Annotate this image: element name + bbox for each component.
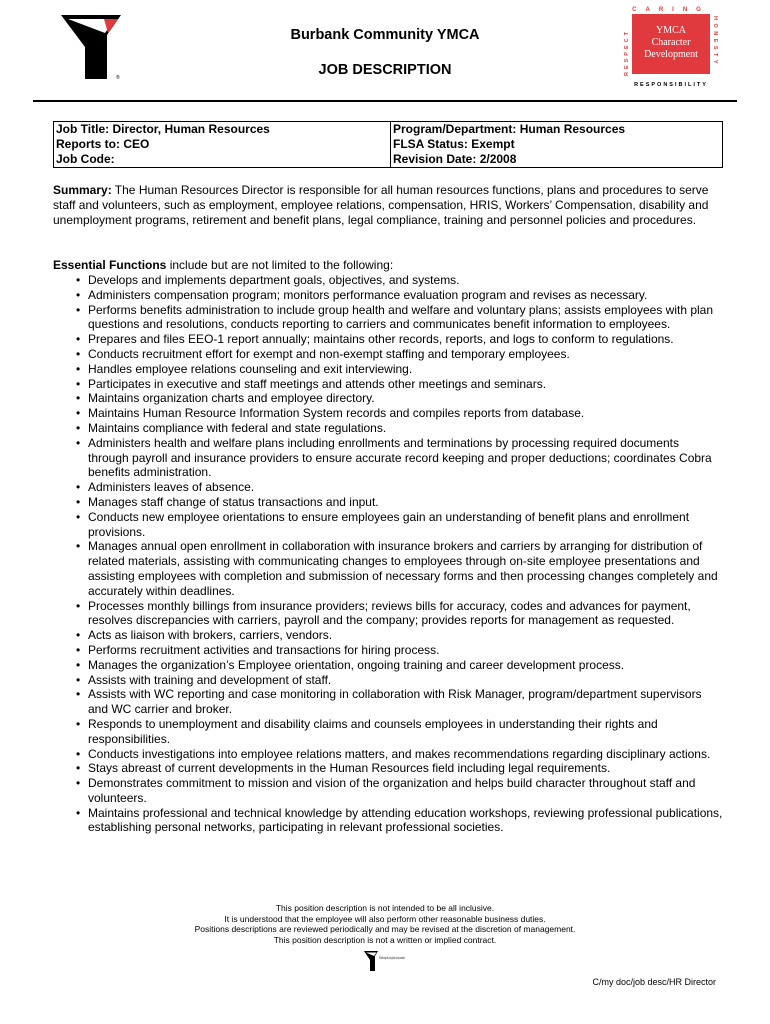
revision-date: Revision Date: 2/2008 [391, 152, 723, 168]
function-item-text: Maintains professional and technical knowledge by attending education workshops, reviewing professional publications, establishing personal networks, participating in relevant professional societies. [88, 805, 723, 835]
bullet-icon: • [76, 746, 81, 761]
character-development-logo [622, 4, 720, 90]
function-item [53, 480, 723, 495]
function-item-text: Conducts new employee orientations to ensure employees gain an understanding of benefit plans and enrollment provisions. [88, 509, 690, 539]
essential-functions-heading [53, 258, 723, 273]
bullet-icon: • [76, 657, 81, 672]
function-item-text: Demonstrates commitment to mission and vision of the organization and helps build character throughout staff and volunteers. [88, 776, 696, 805]
bullet-icon: • [76, 435, 81, 450]
function-item-text: Develops and implements department goals, objectives, and systems. [88, 273, 460, 287]
bullet-icon: • [76, 302, 81, 317]
function-item-text: Handles employee relations counseling and exit interviewing. [88, 361, 413, 376]
logo-line-1: YMCA [655, 25, 687, 36]
function-item [53, 761, 723, 776]
bullet-icon: • [76, 761, 81, 776]
function-item-text: Conducts recruitment effort for exempt and non-exempt staffing and temporary employees. [88, 346, 570, 361]
function-item-text: Manages annual open enrollment in collaboration with insurance brokers and carriers by arranging for distribution of related materials, assisting with communicating changes to employees through on-site employee presentations and assisting employees with completion and submission of necessary forms and then processing changes completely and accurately within deadlines. [88, 539, 718, 598]
function-item [53, 628, 723, 643]
summary-text: The Human Resources Director is responsible for all human resources functions, plans and procedures to serve staff and volunteers, such as employment, employee relations, compensation, HRIS, Workers’ Compensation, disability and unemployment programs, retirement and benefit plans, legal compliance, training and personnel policies and procedures. [53, 183, 709, 227]
function-item [53, 776, 723, 806]
essential-functions-label: Essential Functions [53, 258, 167, 272]
summary-paragraph [53, 183, 723, 228]
bullet-icon: • [76, 376, 81, 391]
function-item [53, 421, 723, 436]
bullet-icon: • [76, 391, 81, 406]
function-item [53, 347, 723, 362]
function-item-text: Manages the organization’s Employee orientation, ongoing training and career development process. [88, 657, 625, 672]
function-item-text: Assists with training and development of staff. [88, 672, 332, 687]
document-path: C/my doc/job desc/HR Director [592, 977, 716, 987]
bullet-icon: • [76, 480, 81, 495]
bullet-icon: • [76, 287, 81, 302]
reports-to: Reports to: CEO [54, 137, 391, 152]
function-item-text: Participates in executive and staff meetings and attends other meetings and seminars. [88, 376, 547, 391]
function-item-text: Processes monthly billings from insurance providers; reviews bills for accuracy, codes and advances for payment, resolves discrepancies with carriers, payroll and the company; provides reports for management as requested. [88, 598, 691, 628]
bullet-icon: • [76, 687, 81, 702]
bullet-icon: • [76, 539, 81, 554]
function-item-text: Conducts investigations into employee relations matters, and makes recommendations regarding disciplinary actions. [88, 746, 711, 761]
function-item-text: Maintains Human Resource Information System records and compiles reports from database. [88, 406, 585, 421]
footer-notes [0, 903, 770, 945]
bullet-icon: • [76, 406, 81, 421]
function-item-text: Assists with WC reporting and case monitoring in collaboration with Risk Manager, program/department supervisors and WC carrier and broker. [88, 687, 702, 717]
function-item [53, 747, 723, 762]
footer-ymca-logo [364, 950, 462, 972]
function-item [53, 495, 723, 510]
bullet-icon: • [76, 672, 81, 687]
header-rule [33, 100, 737, 102]
function-item-text: Manages staff change of status transactions and input. [88, 494, 379, 509]
footer-note: This position description is not a written or implied contract. [273, 934, 497, 945]
job-title: Job Title: Director, Human Resources [54, 122, 391, 138]
bullet-icon: • [76, 598, 81, 613]
logo-word-responsibility: RESPONSIBILITY [634, 82, 708, 88]
function-item [53, 643, 723, 658]
function-item [53, 717, 723, 747]
function-item [53, 273, 723, 288]
bullet-icon: • [76, 420, 81, 435]
function-item [53, 362, 723, 377]
bullet-icon: • [76, 716, 81, 731]
function-item-text: Administers compensation program; monitors performance evaluation program and revises as necessary. [88, 287, 648, 302]
summary-label: Summary: [53, 183, 112, 197]
bullet-icon: • [76, 494, 81, 509]
function-item [53, 673, 723, 688]
essential-functions-list [53, 273, 723, 835]
function-item [53, 510, 723, 540]
footer-note: It is understood that the employee will also perform other reasonable business duties. [224, 913, 546, 924]
function-item [53, 332, 723, 347]
footer-note: Positions descriptions are reviewed periodically and may be revised at the discretion of management. [194, 924, 576, 934]
function-item [53, 406, 723, 421]
bullet-icon: • [76, 509, 81, 524]
bullet-icon: • [76, 346, 81, 361]
function-item [53, 391, 723, 406]
logo-word-respect: RESPECT [624, 29, 630, 76]
function-item [53, 599, 723, 629]
function-item [53, 687, 723, 717]
function-item [53, 303, 723, 333]
function-item [53, 806, 723, 836]
essential-functions-intro: include but are not limited to the following: [166, 258, 394, 272]
doc-title: JOB DESCRIPTION [318, 62, 452, 78]
function-item-text: Maintains organization charts and employee directory. [88, 391, 375, 406]
job-info-table [53, 121, 723, 168]
bullet-icon: • [76, 273, 81, 287]
function-item [53, 288, 723, 303]
bullet-icon: • [76, 642, 81, 657]
bullet-icon: • [76, 805, 81, 820]
function-item-text: Performs recruitment activities and transactions for hiring process. [88, 642, 440, 657]
function-item [53, 658, 723, 673]
function-item-text: Stays abreast of current developments in the Human Resources field including legal requirements. [88, 761, 611, 776]
function-item-text: Performs benefits administration to include group health and welfare and voluntary plans; assists employees with plan questions and resolutions, conducts reporting to carriers and communicates benefit information to employees. [88, 302, 714, 332]
footer-tagline: We build strong kids, strong families, strong communities [379, 956, 462, 960]
logo-line-3: Development [644, 49, 698, 60]
bullet-icon: • [76, 628, 81, 643]
function-item [53, 377, 723, 392]
flsa-status: FLSA Status: Exempt [391, 137, 723, 152]
org-name: Burbank Community YMCA [290, 27, 480, 43]
job-code: Job Code: [54, 152, 391, 168]
bullet-icon: • [76, 776, 81, 791]
function-item-text: Acts as liaison with brokers, carriers, vendors. [88, 628, 333, 643]
registered-mark: ® [116, 75, 120, 81]
bullet-icon: • [76, 361, 81, 376]
function-item-text: Maintains compliance with federal and state regulations. [88, 420, 387, 435]
function-item-text: Administers health and welfare plans including enrollments and terminations by processing required documents through payroll and insurance providers to ensure accurate record keeping and proper deductions; coordinates Cobra benefits administration. [88, 435, 712, 480]
logo-line-2: Character [651, 37, 691, 48]
function-item [53, 436, 723, 480]
function-item-text: Prepares and files EEO-1 report annually; maintains other records, reports, and logs to conform to regulations. [88, 332, 674, 347]
logo-word-honesty: HONESTY [712, 16, 718, 68]
logo-word-caring: CARING [632, 7, 710, 13]
bullet-icon: • [76, 332, 81, 347]
program-department: Program/Department: Human Resources [391, 122, 723, 138]
footer-note: This position description is not intended to be all inclusive. [275, 903, 495, 913]
function-item [53, 539, 723, 598]
function-item-text: Administers leaves of absence. [88, 480, 255, 495]
function-item-text: Responds to unemployment and disability claims and counsels employees in understanding their rights and responsibilities. [88, 716, 658, 746]
